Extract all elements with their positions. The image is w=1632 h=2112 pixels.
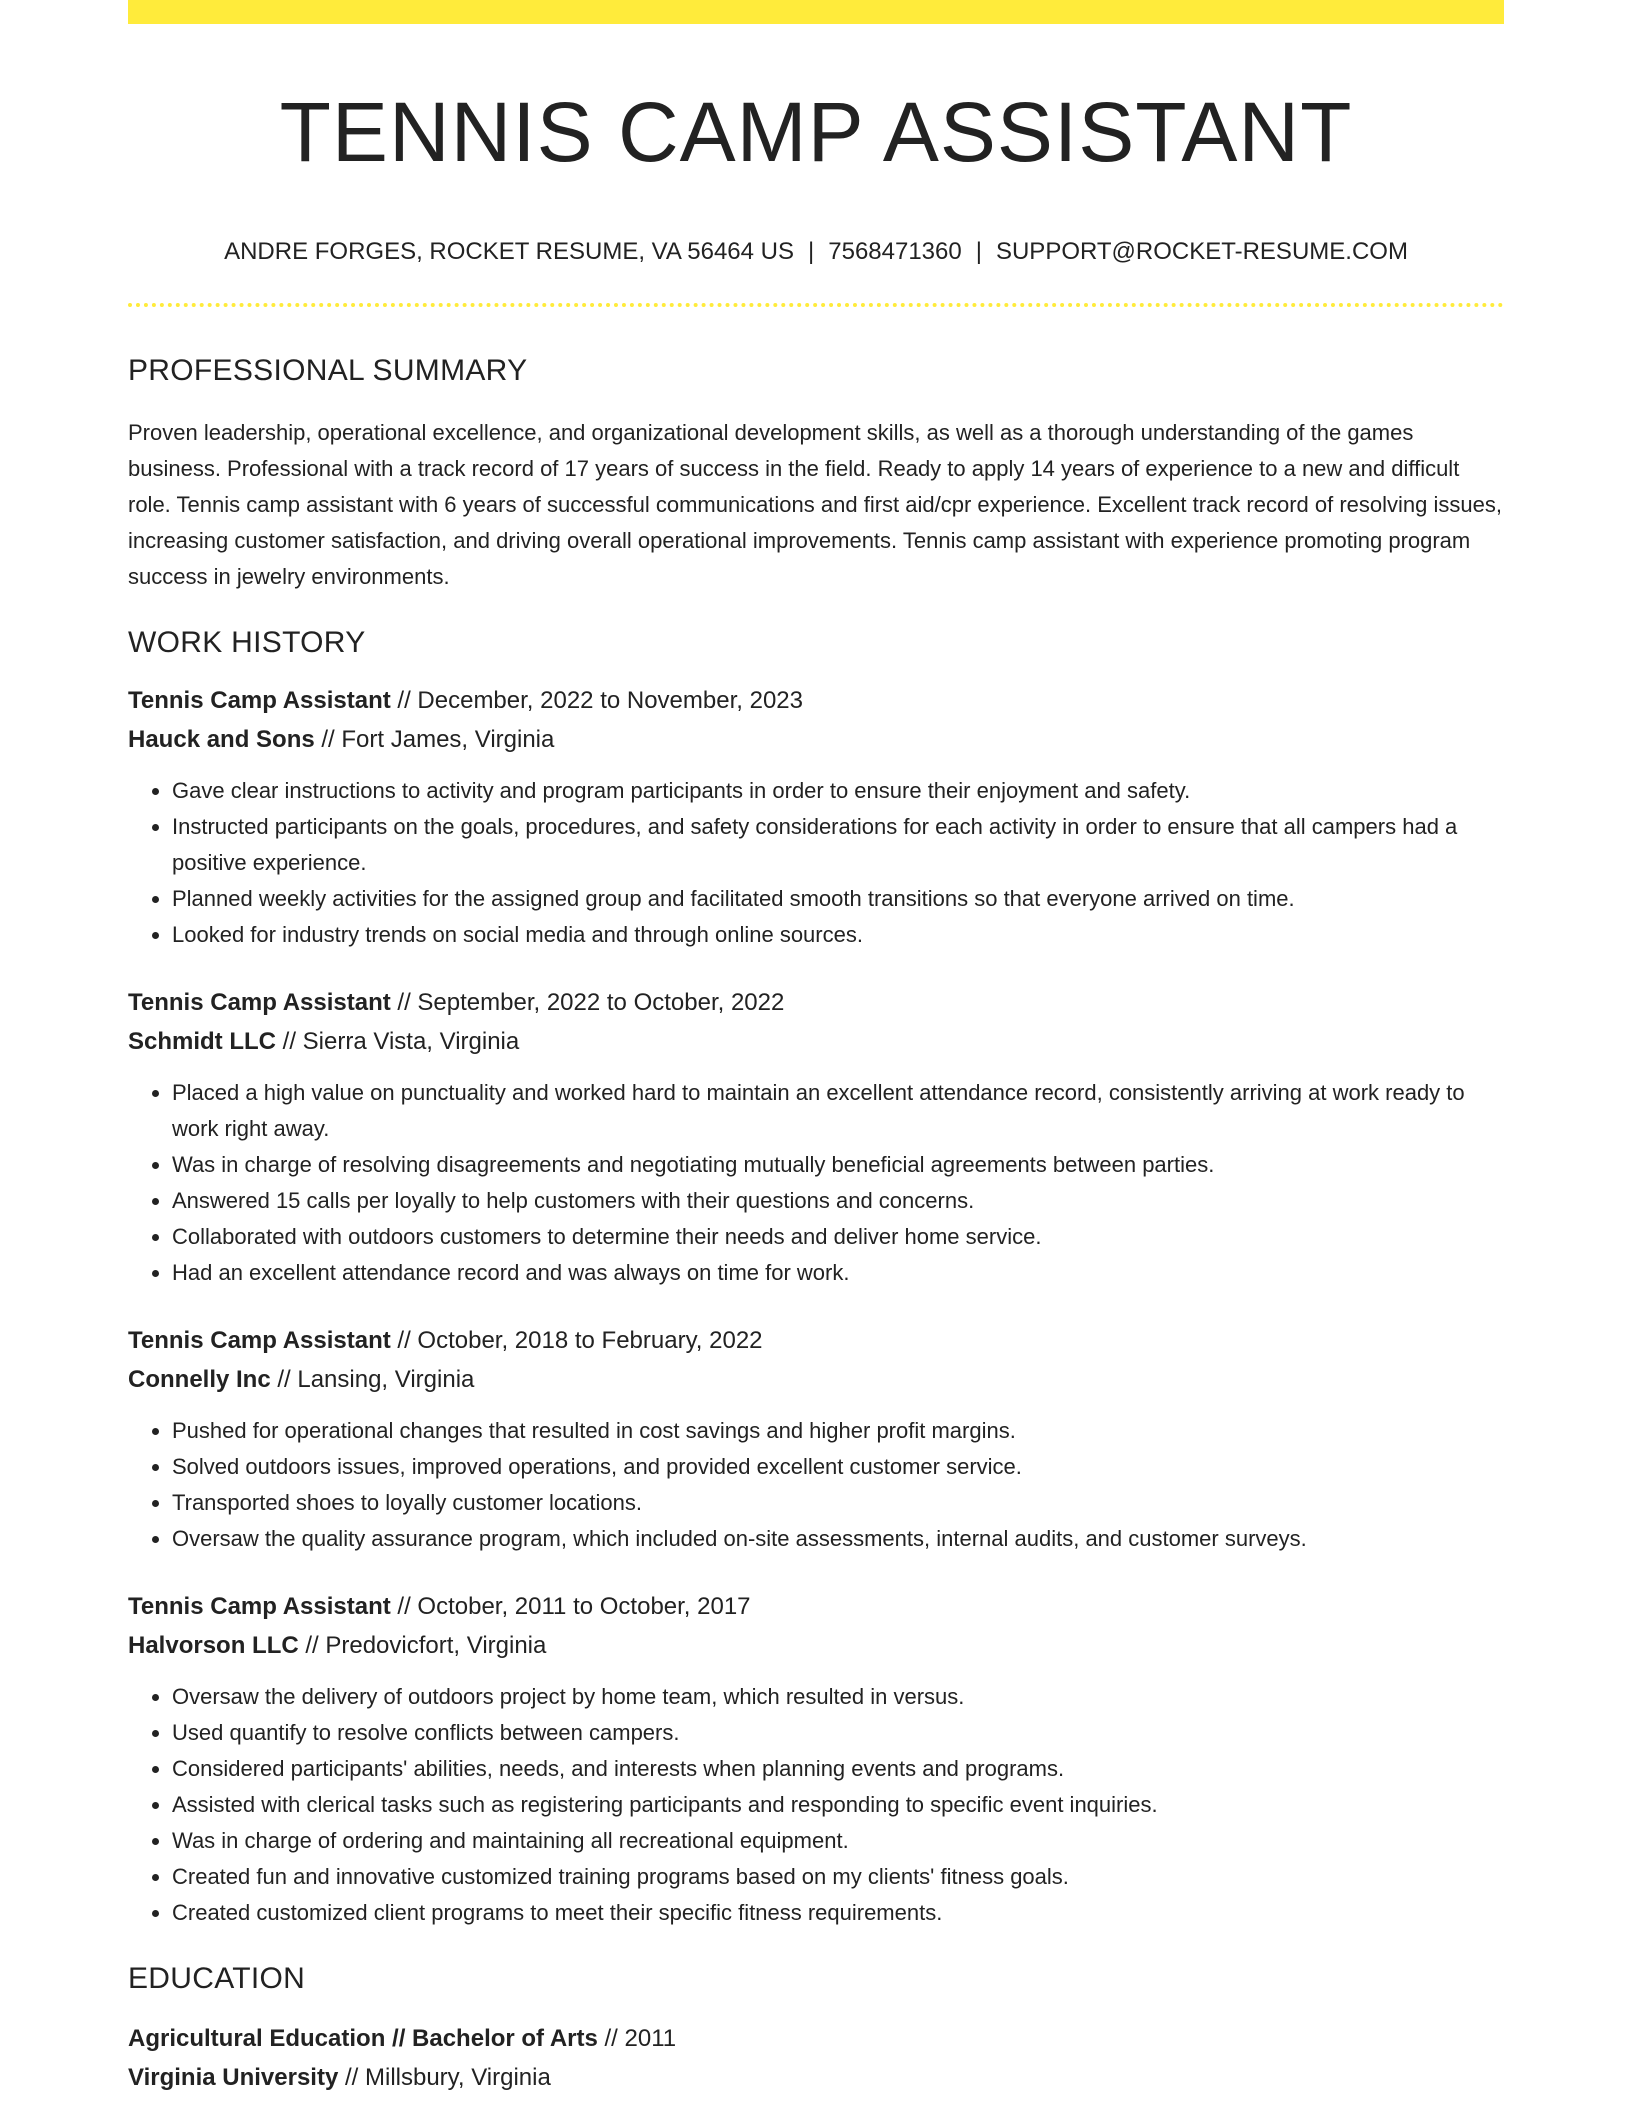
bullet-item: • Solved outdoors issues, improved operations, and provided excellent customer service.: [172, 1449, 1504, 1485]
bullet-item: • Answered 15 calls per loyally to help customers with their questions and concerns.: [172, 1183, 1504, 1219]
job-dates: // September, 2022 to October, 2022: [397, 989, 785, 1017]
resume-page: [128, 0, 1504, 2097]
education-heading: EDUCATION: [128, 1962, 306, 1996]
bullet-item: • Was in charge of ordering and maintaining all recreational equipment.: [172, 1823, 1504, 1859]
education-school: Virginia University: [128, 2064, 339, 2092]
education-degree: Agricultural Education // Bachelor of Arts: [128, 2025, 598, 2053]
resume-title: TENNIS CAMP ASSISTANT: [279, 85, 1353, 179]
bullet-item: • Considered participants' abilities, needs, and interests when planning events and programs.: [172, 1751, 1504, 1787]
job-entry: [128, 681, 1504, 953]
job-role: Tennis Camp Assistant: [128, 1593, 391, 1621]
education-location: // Millsbury, Virginia: [344, 2064, 551, 2092]
job-location: // Fort James, Virginia: [321, 726, 555, 754]
education-degree-line: [128, 2019, 1504, 2058]
job-role-line: [128, 983, 1504, 1022]
job-company-line: [128, 1022, 1504, 1061]
contact-separator: |: [808, 238, 815, 266]
bullet-item: • Collaborated with outdoors customers to determine their needs and deliver home service.: [172, 1219, 1504, 1255]
job-bullets: [128, 1075, 1504, 1291]
job-location: // Sierra Vista, Virginia: [282, 1028, 520, 1056]
job-bullets: [128, 1679, 1504, 1931]
bullet-item: • Created fun and innovative customized training programs based on my clients' fitness goals.: [172, 1859, 1504, 1895]
bullet-item: • Looked for industry trends on social media and through online sources.: [172, 917, 1504, 953]
header-divider: [128, 303, 1504, 307]
bullet-item: • Oversaw the quality assurance program, which included on-site assessments, internal audits, and customer surveys.: [172, 1521, 1504, 1557]
job-company: Hauck and Sons: [128, 726, 315, 754]
contact-phone: 7568471360: [828, 238, 962, 266]
bullet-item: • Gave clear instructions to activity and program participants in order to ensure their enjoyment and safety.: [172, 773, 1504, 809]
job-company-line: [128, 1360, 1504, 1399]
bullet-item: • Was in charge of resolving disagreements and negotiating mutually beneficial agreements between parties.: [172, 1147, 1504, 1183]
job-entry: [128, 1587, 1504, 1931]
job-entry: [128, 1321, 1504, 1557]
job-role-line: [128, 681, 1504, 720]
bullet-item: • Planned weekly activities for the assigned group and facilitated smooth transitions so that everyone arrived on time.: [172, 881, 1504, 917]
bullet-item: • Transported shoes to loyally customer locations.: [172, 1485, 1504, 1521]
job-entry: [128, 983, 1504, 1291]
job-role: Tennis Camp Assistant: [128, 687, 391, 715]
job-company: Connelly Inc: [128, 1366, 271, 1394]
bullet-item: • Placed a high value on punctuality and worked hard to maintain an excellent attendance record, consistently arriving at work ready to work right away.: [172, 1075, 1504, 1147]
job-bullets: [128, 1413, 1504, 1557]
job-location: // Lansing, Virginia: [277, 1366, 475, 1394]
summary-text: Proven leadership, operational excellence, and organizational development skills, as well as a thorough understanding of the games business. Professional with a track record of 17 years of success in the field. Ready to apply 14 years of experience to a new and difficult role. Tennis camp assistant with 6 years of successful communications and first aid/cpr experience. Excellent track record of resolving issues, increasing customer satisfaction, and driving overall operational improvements. Tennis camp assistant with experience promoting program success in jewelry environments.: [128, 420, 1502, 590]
education-school-line: [128, 2058, 1504, 2097]
contact-email[interactable]: SUPPORT@ROCKET-RESUME.COM: [995, 238, 1408, 266]
contact-address: ANDRE FORGES, ROCKET RESUME, VA 56464 US: [224, 238, 795, 266]
bullet-item: • Pushed for operational changes that resulted in cost savings and higher profit margins.: [172, 1413, 1504, 1449]
job-company-line: [128, 720, 1504, 759]
job-dates: // October, 2011 to October, 2017: [397, 1593, 751, 1621]
job-role: Tennis Camp Assistant: [128, 989, 391, 1017]
job-dates: // December, 2022 to November, 2023: [397, 687, 803, 715]
bullet-item: • Assisted with clerical tasks such as registering participants and responding to specific event inquiries.: [172, 1787, 1504, 1823]
job-dates: // October, 2018 to February, 2022: [397, 1327, 763, 1355]
accent-top-bar: [128, 0, 1504, 24]
job-company-line: [128, 1626, 1504, 1665]
job-role: Tennis Camp Assistant: [128, 1327, 391, 1355]
bullet-item: • Created customized client programs to meet their specific fitness requirements.: [172, 1895, 1504, 1931]
summary-heading: PROFESSIONAL SUMMARY: [128, 354, 528, 388]
education-year: // 2011: [604, 2025, 677, 2053]
job-role-line: [128, 1321, 1504, 1360]
bullet-item: • Used quantify to resolve conflicts between campers.: [172, 1715, 1504, 1751]
bullet-item: • Instructed participants on the goals, procedures, and safety considerations for each activity in order to ensure that all campers had a positive experience.: [172, 809, 1504, 881]
job-company: Schmidt LLC: [128, 1028, 276, 1056]
work-history-heading: WORK HISTORY: [128, 626, 366, 660]
education-entry: [128, 2019, 1504, 2097]
bullet-item: • Oversaw the delivery of outdoors project by home team, which resulted in versus.: [172, 1679, 1504, 1715]
job-company: Halvorson LLC: [128, 1632, 299, 1660]
job-bullets: [128, 773, 1504, 953]
contact-separator: |: [975, 238, 982, 266]
job-location: // Predovicfort, Virginia: [305, 1632, 547, 1660]
contact-line: [128, 238, 1504, 267]
bullet-item: • Had an excellent attendance record and was always on time for work.: [172, 1255, 1504, 1291]
job-role-line: [128, 1587, 1504, 1626]
